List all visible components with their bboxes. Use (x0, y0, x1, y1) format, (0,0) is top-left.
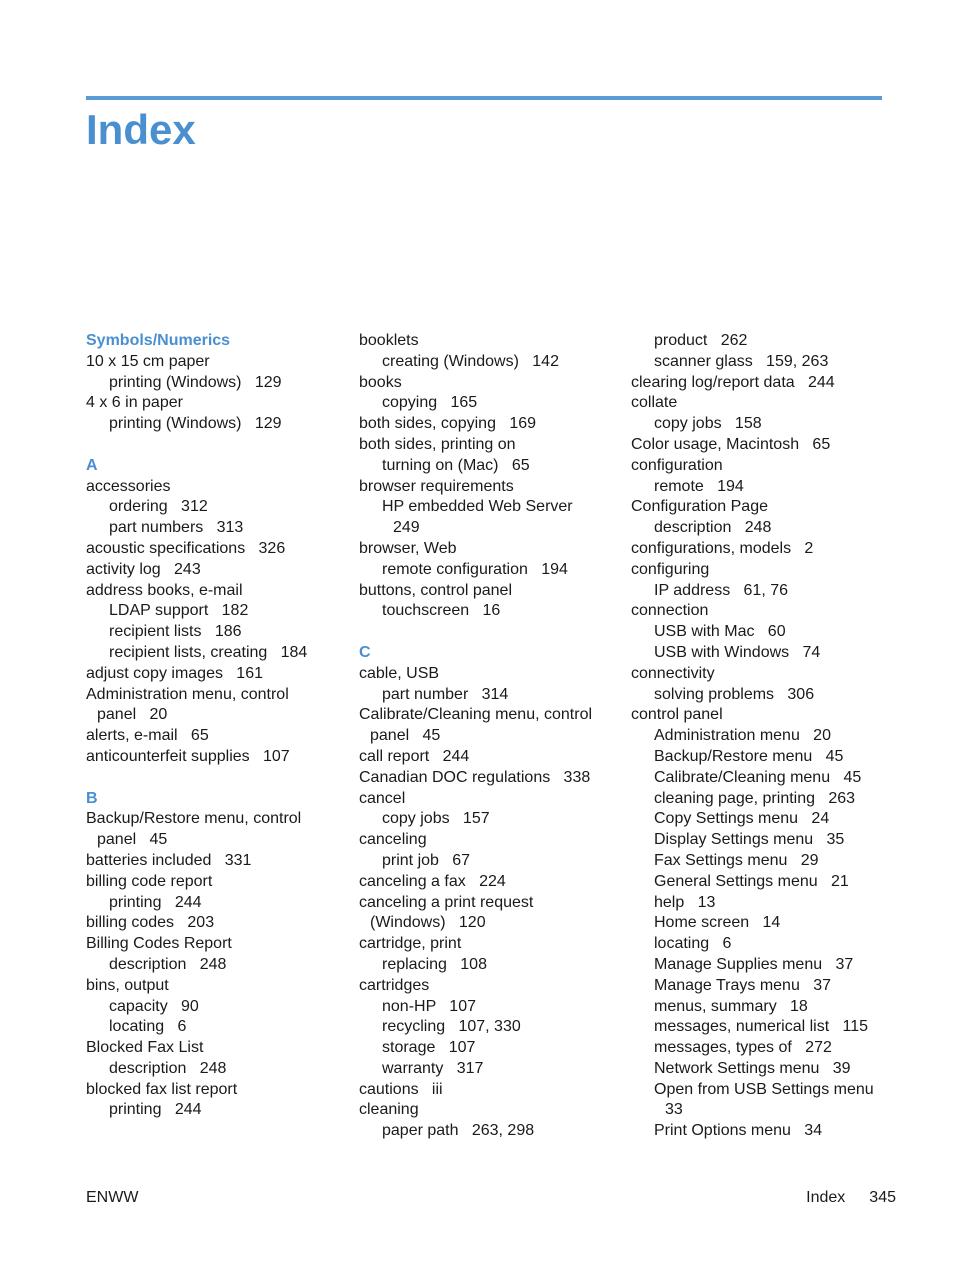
index-entry: 33 (665, 1101, 683, 1119)
index-entry: Calibrate/Cleaning menu 45 (654, 768, 862, 786)
index-entry: billing code report (86, 872, 213, 890)
index-entry: batteries included 331 (86, 851, 252, 869)
index-entry: 4 x 6 in paper (86, 394, 183, 412)
index-entry: cautions iii (359, 1080, 443, 1098)
index-entry: non-HP 107 (382, 997, 476, 1015)
index-entry: cancel (359, 789, 406, 807)
index-entry: Fax Settings menu 29 (654, 851, 819, 869)
index-entry: browser, Web (359, 539, 457, 557)
index-entry: both sides, copying 169 (359, 415, 537, 433)
index-entry: configuration (631, 456, 723, 474)
index-entry: printing (Windows) 129 (109, 373, 282, 391)
index-entry: anticounterfeit supplies 107 (86, 747, 290, 765)
index-column-3 (631, 331, 893, 1142)
index-entry: canceling a fax 224 (359, 872, 506, 890)
index-entry: paper path 263, 298 (382, 1122, 535, 1140)
index-entry: connection (631, 602, 709, 620)
section-spacer (86, 435, 348, 456)
section-spacer (359, 622, 621, 643)
index-entry: Home screen 14 (654, 914, 781, 932)
index-entry: messages, numerical list 115 (654, 1018, 869, 1036)
index-column-1 (86, 331, 348, 1121)
index-entry: Configuration Page (631, 498, 768, 516)
index-entry: recipient lists, creating 184 (109, 643, 308, 661)
index-entry: Backup/Restore menu, control (86, 810, 302, 828)
index-entry: activity log 243 (86, 560, 201, 578)
index-entry: creating (Windows) 142 (382, 352, 559, 370)
index-entry: call report 244 (359, 747, 470, 765)
section-spacer (86, 768, 348, 789)
index-entry: description 248 (109, 1059, 227, 1077)
index-entry: USB with Windows 74 (654, 643, 821, 661)
index-entry: warranty 317 (382, 1059, 484, 1077)
index-entry: Manage Supplies menu 37 (654, 955, 854, 973)
page-title: Index (86, 106, 196, 153)
index-entry: 10 x 15 cm paper (86, 352, 210, 370)
index-entry: Canadian DOC regulations 338 (359, 768, 591, 786)
index-entry: control panel (631, 706, 723, 724)
index-entry: touchscreen 16 (382, 602, 501, 620)
index-entry: address books, e-mail (86, 581, 243, 599)
index-entry: recipient lists 186 (109, 623, 242, 641)
index-entry: USB with Mac 60 (654, 623, 786, 641)
index-entry: Blocked Fax List (86, 1039, 204, 1057)
index-entry: Backup/Restore menu 45 (654, 747, 844, 765)
index-entry: cartridges (359, 976, 430, 994)
index-entry: copy jobs 157 (382, 810, 490, 828)
index-entry: printing 244 (109, 1101, 202, 1119)
index-entry: Copy Settings menu 24 (654, 810, 830, 828)
footer-left: ENWW (86, 1189, 139, 1206)
index-entry: menus, summary 18 (654, 997, 808, 1015)
index-entry: General Settings menu 21 (654, 872, 849, 890)
index-entry: replacing 108 (382, 955, 487, 973)
index-entry: books (359, 373, 402, 391)
index-entry: Calibrate/Cleaning menu, control (359, 706, 593, 724)
index-entry: copy jobs 158 (654, 415, 762, 433)
index-entry: part number 314 (382, 685, 509, 703)
index-entry: product 262 (654, 332, 748, 349)
index-entry: locating 6 (109, 1018, 187, 1036)
index-entry: configuring (631, 560, 710, 578)
index-entry: description 248 (109, 955, 227, 973)
index-entry: turning on (Mac) 65 (382, 456, 530, 474)
index-entry: panel 45 (370, 727, 441, 745)
index-entry: solving problems 306 (654, 685, 815, 703)
footer-right (806, 1188, 896, 1208)
index-entry: browser requirements (359, 477, 514, 495)
index-entry: cleaning (359, 1101, 419, 1119)
index-entry: panel 45 (97, 831, 168, 849)
index-entry: scanner glass 159, 263 (654, 352, 829, 370)
index-entry: help 13 (654, 893, 716, 911)
index-entry: Administration menu 20 (654, 727, 831, 745)
index-entry: clearing log/report data 244 (631, 373, 835, 391)
index-entry: alerts, e-mail 65 (86, 727, 209, 745)
index-entry: Color usage, Macintosh 65 (631, 435, 831, 453)
index-entry: both sides, printing on (359, 435, 516, 453)
index-column-2 (359, 331, 621, 1142)
index-entry: connectivity (631, 664, 715, 682)
index-entry: LDAP support 182 (109, 602, 249, 620)
index-entry: Display Settings menu 35 (654, 831, 845, 849)
index-entry: capacity 90 (109, 997, 199, 1015)
index-entry: configurations, models 2 (631, 539, 814, 557)
index-entry: canceling a print request (359, 893, 534, 911)
index-entry: cartridge, print (359, 935, 462, 953)
index-entry: locating 6 (654, 935, 732, 953)
index-entry: (Windows) 120 (370, 914, 486, 932)
index-entry: copying 165 (382, 394, 478, 412)
index-entry: printing (Windows) 129 (109, 415, 282, 433)
index-entry: HP embedded Web Server (382, 498, 573, 516)
index-entry: billing codes 203 (86, 914, 215, 932)
section-heading: Symbols/Numerics (86, 332, 231, 349)
index-entry: cable, USB (359, 664, 440, 682)
index-entry: print job 67 (382, 851, 471, 869)
footer-section: Index (806, 1189, 846, 1206)
index-entry: ordering 312 (109, 498, 208, 516)
section-heading: C (359, 643, 371, 661)
index-entry: recycling 107, 330 (382, 1018, 521, 1036)
index-entry: accessories (86, 477, 171, 495)
index-entry: remote 194 (654, 477, 744, 495)
index-entry: blocked fax list report (86, 1080, 238, 1098)
index-entry: Open from USB Settings menu (654, 1080, 874, 1098)
index-entry: IP address 61, 76 (654, 581, 789, 599)
index-entry: panel 20 (97, 706, 168, 724)
index-entry: 249 (393, 519, 420, 537)
index-entry: adjust copy images 161 (86, 664, 263, 682)
index-entry: buttons, control panel (359, 581, 512, 599)
index-entry: Print Options menu 34 (654, 1122, 823, 1140)
index-entry: part numbers 313 (109, 519, 244, 537)
index-entry: Billing Codes Report (86, 935, 232, 953)
index-entry: collate (631, 394, 678, 412)
index-entry: storage 107 (382, 1039, 476, 1057)
section-heading: B (86, 789, 98, 807)
index-entry: Network Settings menu 39 (654, 1059, 851, 1077)
index-entry: Manage Trays menu 37 (654, 976, 831, 994)
index-entry: acoustic specifications 326 (86, 539, 286, 557)
index-entry: canceling (359, 831, 427, 849)
index-entry: messages, types of 272 (654, 1039, 832, 1057)
index-entry: cleaning page, printing 263 (654, 789, 856, 807)
section-heading: A (86, 456, 98, 474)
header-rule (86, 96, 882, 100)
index-entry: printing 244 (109, 893, 202, 911)
page-number: 345 (869, 1189, 896, 1206)
index-entry: booklets (359, 332, 419, 349)
index-entry: bins, output (86, 976, 169, 994)
index-entry: remote configuration 194 (382, 560, 568, 578)
index-entry: Administration menu, control (86, 685, 289, 703)
index-entry: description 248 (654, 519, 772, 537)
